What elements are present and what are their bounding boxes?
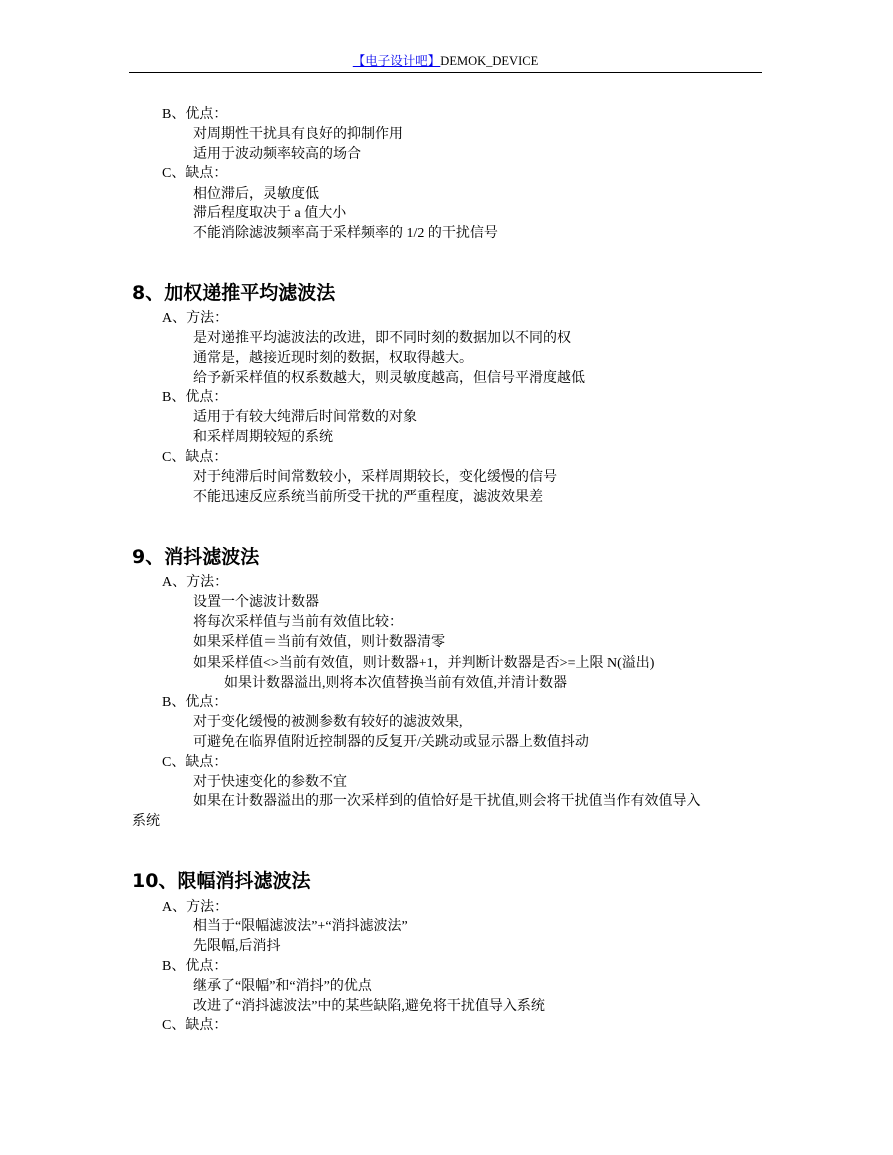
sec10-method-label: A、方法： [162,900,229,915]
sec9-cons-wrap: 系统 [132,814,160,829]
sec10-method-item: 先限幅,后消抖 [193,939,281,954]
sec8-pros-item: 适用于有较大纯滞后时间常数的对象 [193,410,417,425]
sec8-heading: 8、加权递推平均滤波法 [132,282,336,304]
sec10-cons-label: C、缺点： [162,1018,228,1033]
sec8-pros-label: B、优点： [162,390,228,405]
sec7-cons-item: 相位滞后，灵敏度低 [193,187,319,202]
sec9-pros-item: 对于变化缓慢的被测参数有较好的滤波效果, [193,715,463,730]
sec8-method-item: 给予新采样值的权系数越大，则灵敏度越高，但信号平滑度越低 [193,371,585,386]
sec9-cons-item: 对于快速变化的参数不宜 [193,775,347,790]
sec8-cons-label: C、缺点： [162,450,228,465]
sec9-cons-label: C、缺点： [162,755,228,770]
sec8-method-item: 是对递推平均滤波法的改进，即不同时刻的数据加以不同的权 [193,331,571,346]
sec7-pros-item: 对周期性干扰具有良好的抑制作用 [193,127,403,142]
sec9-method-item: 设置一个滤波计数器 [193,595,319,610]
header-suffix: DEMOK_DEVICE [440,54,539,68]
header-link[interactable]: 【电子设计吧】 [352,54,441,68]
sec8-pros-item: 和采样周期较短的系统 [193,430,333,445]
sec9-method-item: 如果采样值＝当前有效值，则计数器清零 [193,635,445,650]
sec10-pros-label: B、优点： [162,959,228,974]
sec8-method-label: A、方法： [162,311,229,326]
sec9-method-subitem: 如果计数器溢出,则将本次值替换当前有效值,并清计数器 [224,676,567,691]
sec7-cons-item: 滞后程度取决于 a 值大小 [193,206,347,221]
sec9-method-label: A、方法： [162,575,229,590]
sec10-pros-item: 改进了“消抖滤波法”中的某些缺陷,避免将干扰值导入系统 [193,999,545,1014]
sec7-pros-item: 适用于波动频率较高的场合 [193,147,361,162]
sec10-method-item: 相当于“限幅滤波法”+“消抖滤波法” [193,919,408,934]
sec10-pros-item: 继承了“限幅”和“消抖”的优点 [193,979,372,994]
sec7-pros-label: B、优点： [162,107,228,122]
sec10-heading: 10、限幅消抖滤波法 [132,870,311,892]
sec7-cons-item: 不能消除滤波频率高于采样频率的 1/2 的干扰信号 [193,226,498,241]
sec7-cons-label: C、缺点： [162,166,228,181]
sec8-cons-item: 不能迅速反应系统当前所受干扰的严重程度，滤波效果差 [193,490,543,505]
sec8-cons-item: 对于纯滞后时间常数较小，采样周期较长，变化缓慢的信号 [193,470,557,485]
sec9-method-item: 如果采样值<>当前有效值，则计数器+1，并判断计数器是否>=上限 N(溢出) [193,656,655,671]
sec9-heading: 9、消抖滤波法 [132,546,260,568]
sec9-cons-item: 如果在计数器溢出的那一次采样到的值恰好是干扰值,则会将干扰值当作有效值导入 [193,794,701,809]
sec9-pros-item: 可避免在临界值附近控制器的反复开/关跳动或显示器上数值抖动 [193,735,589,750]
sec9-pros-label: B、优点： [162,695,228,710]
sec9-method-item: 将每次采样值与当前有效值比较： [193,615,403,630]
sec8-method-item: 通常是，越接近现时刻的数据，权取得越大。 [193,351,473,366]
page-header [129,52,762,73]
